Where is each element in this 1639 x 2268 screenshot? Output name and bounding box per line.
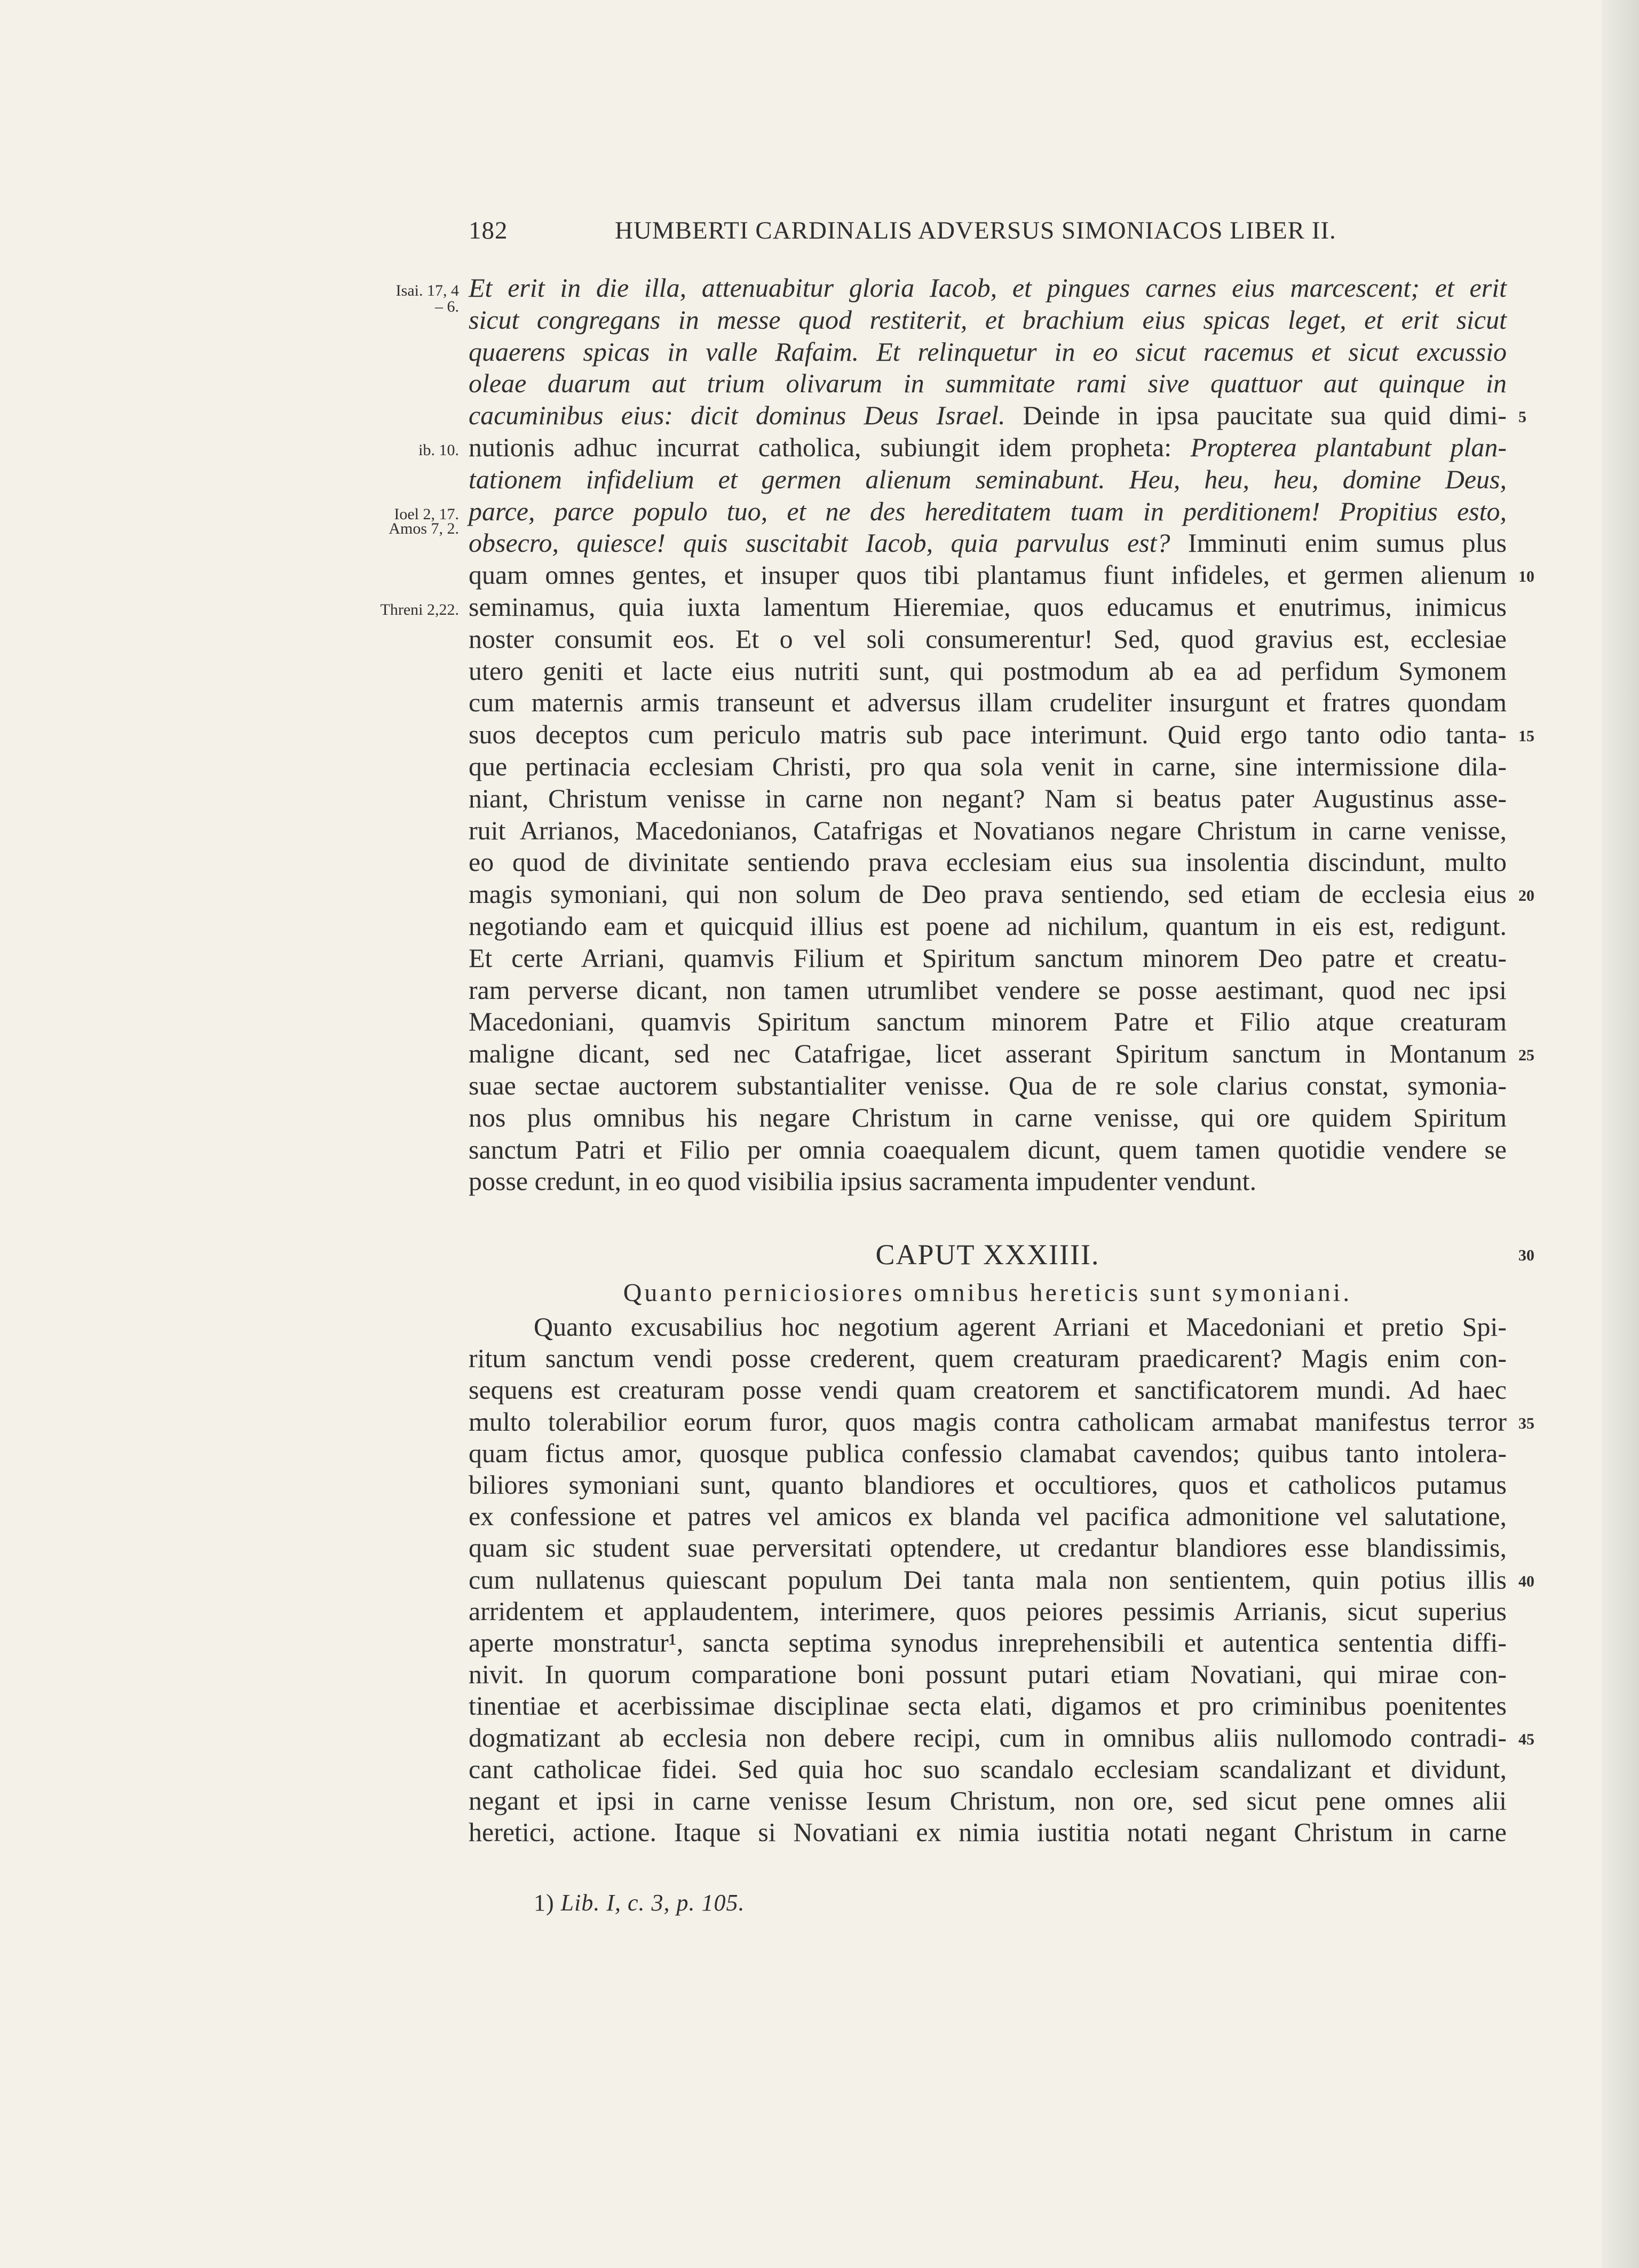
text-span: quam fictus amor, quosque publica confessio clamabat cavendos; quibus tanto intolera- <box>469 1438 1507 1468</box>
text-span: Deinde in ipsa paucitate sua quid dimi- <box>1005 400 1507 431</box>
margin-reference: Isai. 17, 4 <box>395 282 459 299</box>
text-line <box>469 463 1507 496</box>
text-span: arridentem et applaudentem, interimere, quos peiores pessimis Arrianis, sicut superius <box>469 1596 1507 1626</box>
text-line <box>469 1005 1507 1038</box>
italic-quote: sicut congregans in messe quod restiterit, et brachium eius spicas leget, et erit sicut <box>469 304 1507 335</box>
text-span: seminamus, quia iuxta lamentum Hieremiae, quos educamus et enutrimus, inimicus <box>469 592 1507 622</box>
chapter-title: CAPUT XXXIIII. <box>875 1239 1100 1271</box>
text-line <box>469 1468 1507 1501</box>
text-line <box>469 1133 1507 1166</box>
chapter-subtitle: Quanto perniciosiores omnibus hereticis sunt symoniani. <box>623 1279 1352 1307</box>
text-line <box>469 335 1507 368</box>
text-line <box>469 1373 1507 1406</box>
text-line <box>469 1405 1507 1438</box>
line-number: 45 <box>1518 1730 1534 1748</box>
text-line <box>469 271 1507 304</box>
text-span: multo tolerabilior eorum furor, quos magis contra catholicam armabat manifestus terror <box>469 1406 1507 1437</box>
line-number: 40 <box>1518 1572 1534 1590</box>
footnote-marker: 1) <box>534 1890 555 1916</box>
text-line <box>469 526 1507 559</box>
text-line <box>469 877 1507 910</box>
footnote <box>534 1889 745 1916</box>
text-span: ruit Arrianos, Macedonianos, Catafrigas et Novatianos negare Christum in carne venisse, <box>469 815 1507 845</box>
text-line <box>469 1595 1507 1628</box>
text-span: maligne dicant, sed nec Catafrigae, licet asserant Spiritum sanctum in Montanum <box>469 1038 1507 1069</box>
line-number: 35 <box>1518 1414 1534 1432</box>
text-line <box>469 1752 1507 1786</box>
running-title: HUMBERTI CARDINALIS ADVERSUS SIMONIACOS LIBER II. <box>615 217 1336 244</box>
text-span: nivit. In quorum comparatione boni possunt putari etiam Novatiani, qui mirae con- <box>469 1659 1507 1690</box>
text-span: negant et ipsi in carne venisse Iesum Christum, non ore, sed sicut pene omnes alii <box>469 1786 1507 1815</box>
text-span: Et certe Arriani, quamvis Filium et Spiritum sanctum minorem Deo patre et creatu- <box>469 942 1507 973</box>
line-number: 25 <box>1518 1046 1534 1065</box>
text-span: biliores symoniani sunt, quanto blandiores et occultiores, quos et catholicos putamus <box>469 1470 1507 1500</box>
page-edge <box>1602 0 1639 2268</box>
text-line <box>469 941 1507 974</box>
text-line <box>469 1037 1507 1070</box>
italic-quote: cacuminibus eius: dicit dominus Deus Israel. <box>469 400 1005 431</box>
margin-reference: ib. 10. <box>418 441 459 459</box>
text-line <box>469 1815 1507 1849</box>
text-span: sanctum Patri et Filio per omnia coaequalem dicunt, quem tamen quotidie vendere se <box>469 1134 1507 1164</box>
text-line <box>469 845 1507 878</box>
text-span: utero geniti et lacte eius nutriti sunt, qui postmodum ab ea ad perfidum Symonem <box>469 655 1507 686</box>
margin-reference: – 6. <box>435 297 459 315</box>
text-span: ram perverse dicant, non tamen utrumlibet vendere se posse aestimant, quod nec ipsi <box>469 974 1507 1005</box>
text-span: magis symoniani, qui non solum de Deo prava sentiendo, sed etiam de ecclesia eius <box>469 879 1507 909</box>
text-span: Imminuti enim sumus plus <box>1170 528 1507 558</box>
text-span: sequens est creaturam posse vendi quam creatorem et sanctificatorem mundi. Ad haec <box>469 1375 1507 1405</box>
text-span: suae sectae auctorem substantialiter venisse. Qua de re sole clarius constat, symonia- <box>469 1070 1507 1100</box>
text-line <box>469 1721 1507 1754</box>
margin-reference: Threni 2,22. <box>380 601 459 618</box>
text-line <box>469 399 1507 432</box>
line-number: 30 <box>1518 1247 1534 1264</box>
line-number: 10 <box>1518 568 1534 586</box>
italic-quote: parce, parce populo tuo, et ne des hereditatem tuam in perditionem! Propitius esto, <box>469 496 1507 526</box>
text-line <box>469 1101 1507 1134</box>
line-number: 20 <box>1518 887 1534 905</box>
text-line <box>469 686 1507 719</box>
text-span: suos deceptos cum periculo matris sub pace interimunt. Quid ergo tanto odio tanta- <box>469 719 1507 750</box>
text-line <box>469 622 1507 655</box>
text-span: tinentiae et acerbissimae disciplinae secta elati, digamos et pro criminibus poenitentes <box>469 1691 1507 1721</box>
text-line <box>469 431 1507 464</box>
margin-reference: Ioel 2, 17. <box>394 505 459 523</box>
footnote-text: Lib. I, c. 3, p. 105. <box>560 1890 745 1916</box>
text-line <box>469 814 1507 847</box>
text-line <box>469 1784 1507 1817</box>
text-line <box>469 1437 1507 1470</box>
text-span: heretici, actione. Itaque si Novatiani ex nimia iustitia notati negant Christum in carne <box>469 1817 1507 1847</box>
text-line <box>469 1069 1507 1102</box>
line-number: 5 <box>1518 408 1526 426</box>
text-line <box>469 1164 1507 1198</box>
text-span: niant, Christum venisse in carne non negant? Nam si beatus pater Augustinus asse- <box>469 783 1507 813</box>
text-line <box>469 1563 1507 1596</box>
text-span: que pertinacia ecclesiam Christi, pro qua sola venit in carne, sine intermissione dila- <box>469 751 1507 781</box>
text-span: ritum sanctum vendi posse crederent, quem creaturam praedicarent? Magis enim con- <box>469 1343 1507 1374</box>
text-line <box>469 1626 1507 1659</box>
text-span: quam sic student suae perversitati optendere, ut credantur blandiores esse blandissimis, <box>469 1533 1507 1563</box>
text-span: Macedoniani, quamvis Spiritum sanctum minorem Patre et Filio atque creaturam <box>469 1006 1507 1037</box>
text-line <box>469 1500 1507 1533</box>
text-span: dogmatizant ab ecclesia non debere recipi, cum in omnibus aliis nullomodo contradi- <box>469 1722 1507 1752</box>
text-span: aperte monstratur¹, sancta septima synodus inreprehensibili et autentica sententia diffi- <box>469 1628 1507 1658</box>
text-line <box>469 303 1507 336</box>
text-span: nutionis adhuc incurrat catholica, subiungit idem propheta: <box>469 432 1191 462</box>
text-line <box>469 367 1507 400</box>
text-span: ex confessione et patres vel amicos ex blanda vel pacifica admonitione vel salutatione, <box>469 1501 1507 1532</box>
margin-reference: Amos 7, 2. <box>389 519 459 537</box>
italic-quote: oleae duarum aut trium olivarum in summitate rami sive quattuor aut quinque in <box>469 368 1507 399</box>
text-span: noster consumit eos. Et o vel soli consumerentur! Sed, quod gravius est, ecclesiae <box>469 623 1507 654</box>
text-span: cum nullatenus quiescant populum Dei tanta mala non sentientem, quin potius illis <box>469 1564 1507 1595</box>
italic-quote: quaerens spicas in valle Rafaim. Et relinquetur in eo sicut racemus et sicut excussio <box>469 336 1507 367</box>
text-line <box>469 495 1507 528</box>
text-line <box>469 1342 1507 1375</box>
page-header <box>469 216 1509 253</box>
text-line <box>469 973 1507 1006</box>
text-line <box>469 782 1507 815</box>
text-line <box>469 558 1507 591</box>
text-line <box>469 718 1507 751</box>
italic-quote: Propterea plantabunt plan- <box>1190 432 1507 462</box>
text-span: eo quod de divinitate sentiendo prava ecclesiam eius sua insolentia discindunt, multo <box>469 847 1507 877</box>
text-line <box>469 750 1507 783</box>
text-span: nos plus omnibus his negare Christum in carne venisse, qui ore quidem Spiritum <box>469 1102 1507 1132</box>
text-span: cant catholicae fidei. Sed quia hoc suo scandalo ecclesiam scandalizant et dividunt, <box>469 1754 1507 1784</box>
line-number: 15 <box>1518 727 1534 746</box>
text-span: cum maternis armis transeunt et adversus illam crudeliter insurgunt et fratres quondam <box>469 687 1507 718</box>
text-span: Quanto excusabilius hoc negotium agerent Arriani et Macedoniani et pretio Spi- <box>534 1312 1507 1342</box>
text-span: quam omnes gentes, et insuper quos tibi plantamus fiunt infideles, et germen alienum <box>469 560 1507 590</box>
text-line <box>469 1658 1507 1691</box>
italic-quote: tationem infidelium et germen alienum seminabunt. Heu, heu, heu, domine Deus, <box>469 464 1507 494</box>
italic-quote: Et erit in die illa, attenuabitur gloria Iacob, et pingues carnes eius marcescent; et erit <box>469 273 1507 303</box>
text-line <box>469 909 1507 942</box>
text-line <box>534 1310 1507 1343</box>
text-line <box>469 1531 1507 1564</box>
page-number: 182 <box>469 217 508 244</box>
text-line <box>469 1689 1507 1722</box>
italic-quote: obsecro, quiesce! quis suscitabit Iacob, quia parvulus est? <box>469 528 1170 558</box>
text-span: negotiando eam et quicquid illius est poene ad nichilum, quantum in eis est, redigunt. <box>469 911 1507 941</box>
text-span: posse credunt, in eo quod visibilia ipsius sacramenta impudenter vendunt. <box>469 1166 1257 1196</box>
text-line <box>469 654 1507 687</box>
text-line <box>469 590 1507 623</box>
